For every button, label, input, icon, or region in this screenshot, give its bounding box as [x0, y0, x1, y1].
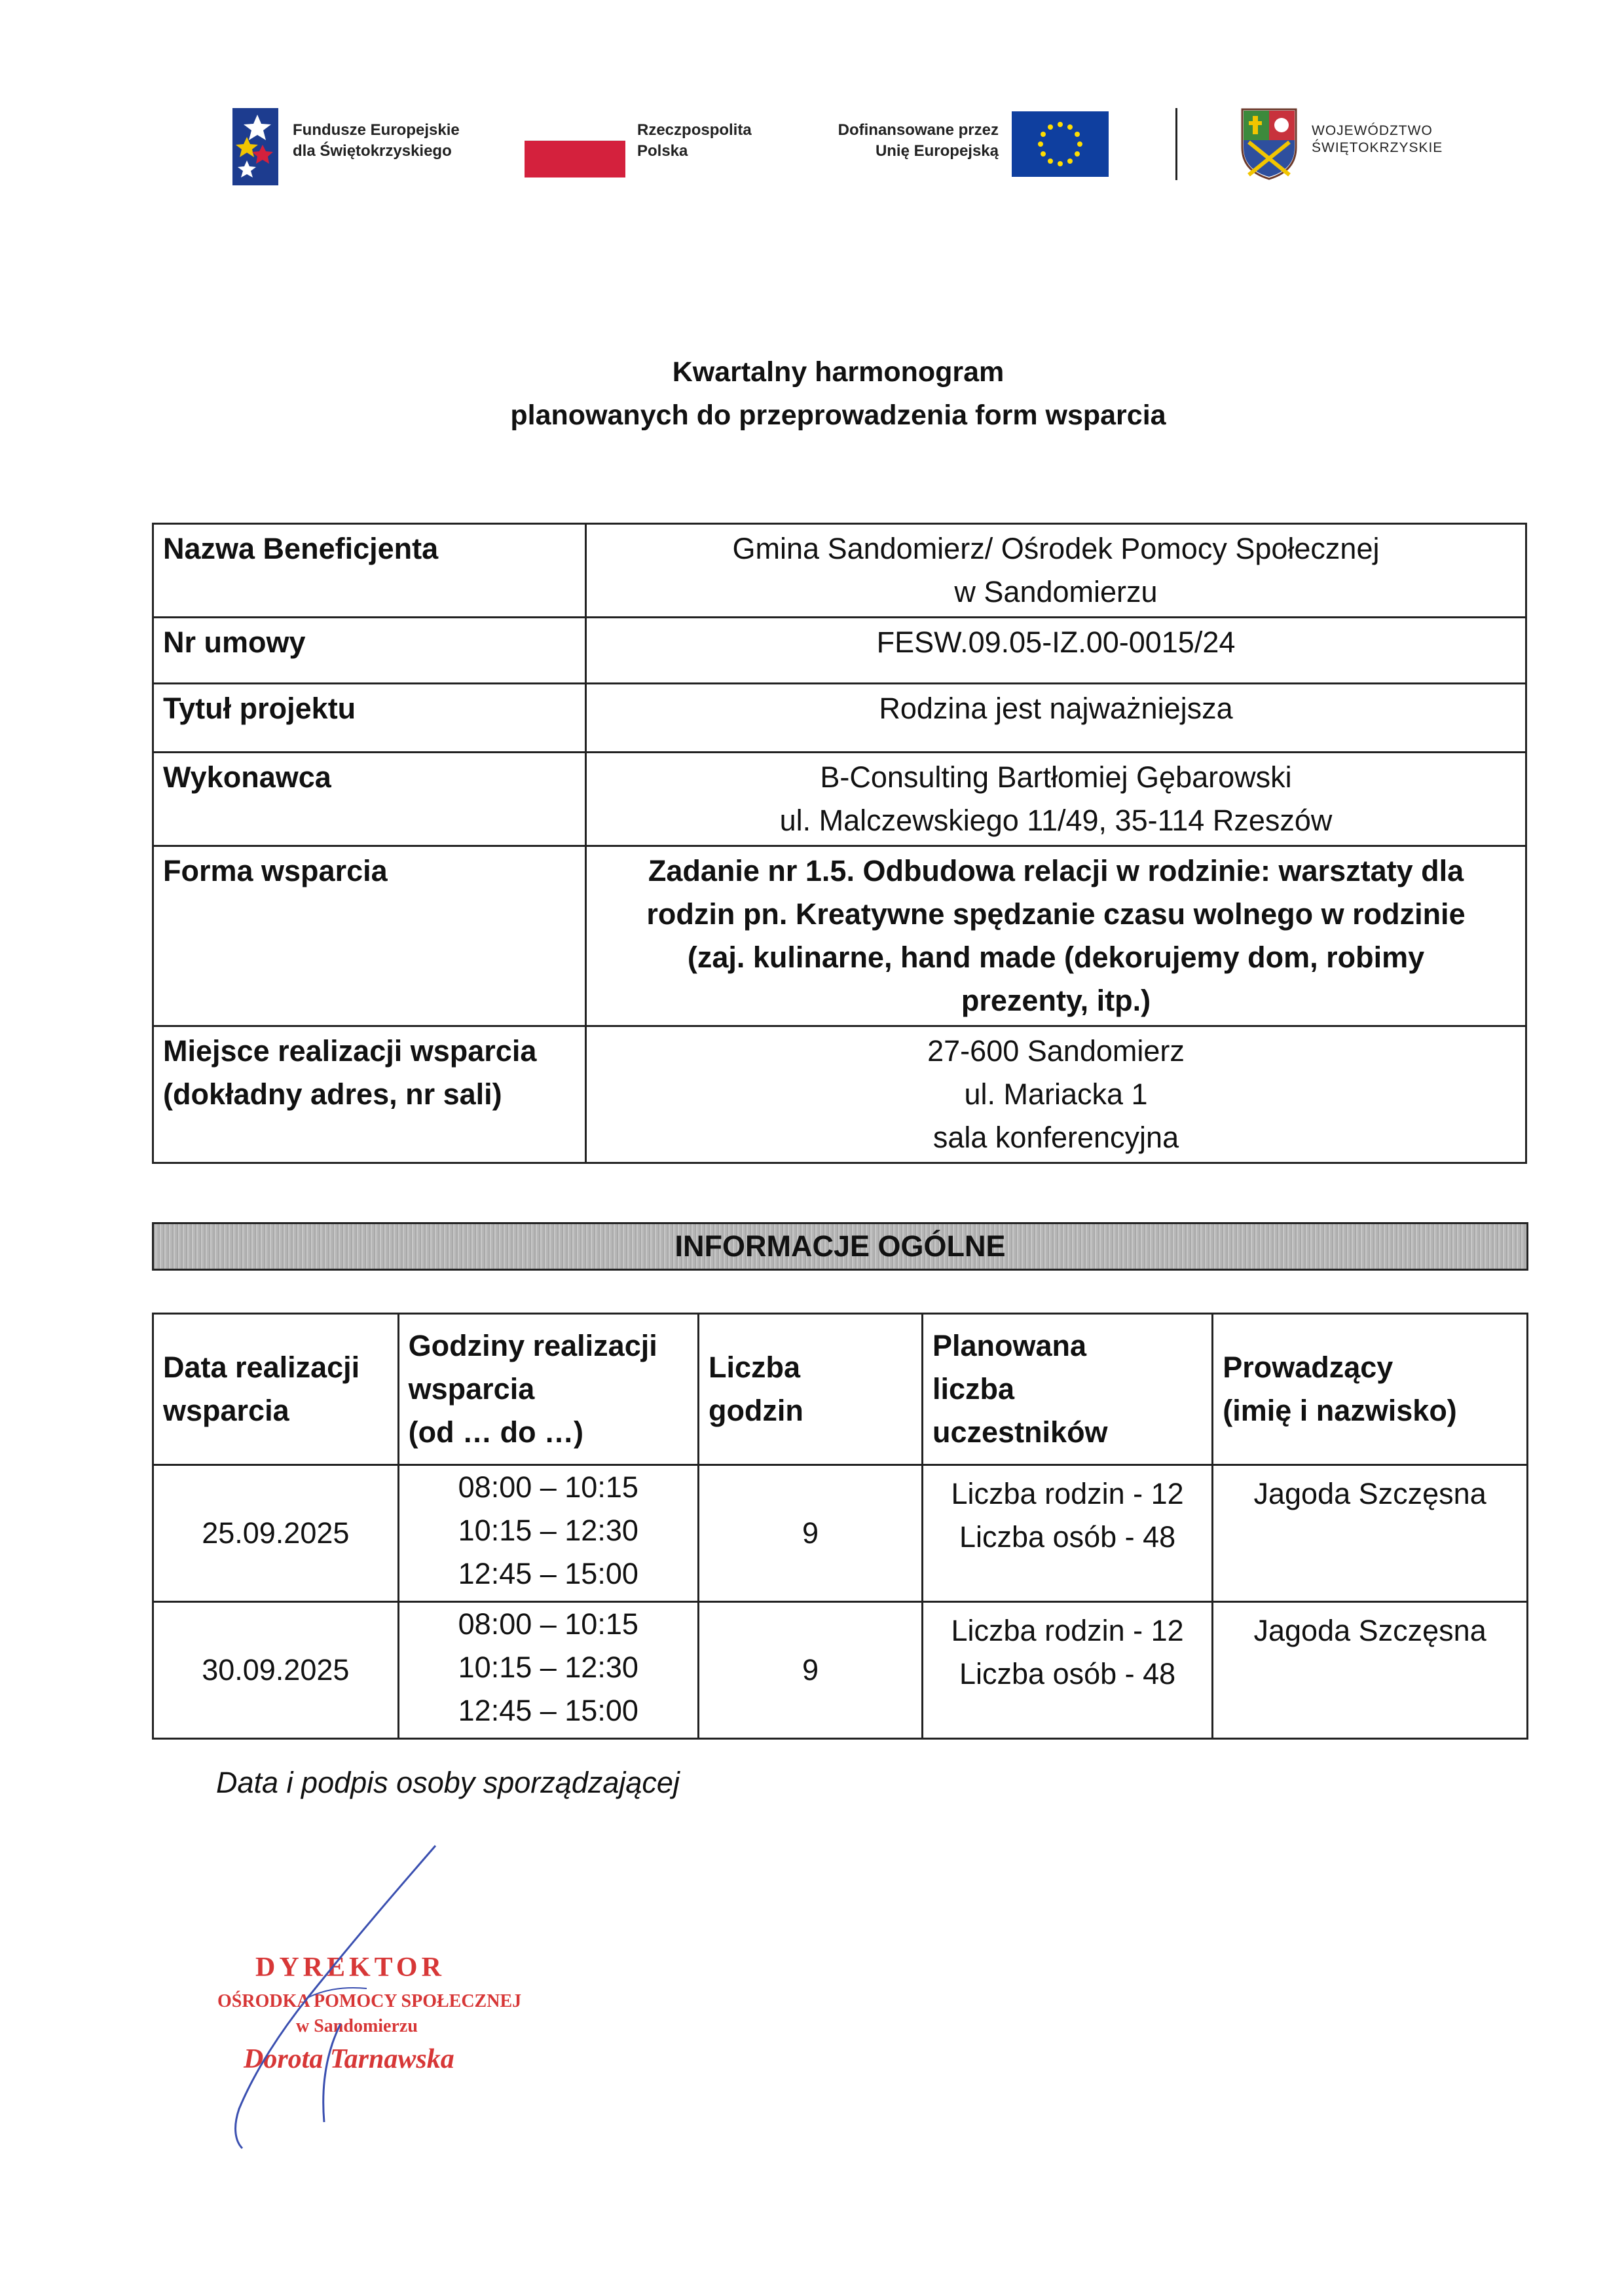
fundusze-europejskie-logo-icon [232, 108, 278, 185]
row-time: 12:45 – 15:00 [458, 1557, 638, 1590]
fe-logo-line2: dla Świętokrzyskiego [293, 142, 452, 160]
handwritten-signature-icon [210, 1834, 550, 2161]
pl-logo-line1: Rzeczpospolita [637, 121, 752, 139]
row-leader: Jagoda Szczęsna [1213, 1602, 1528, 1739]
beneficjent-value-line1: Gmina Sandomierz/ Ośrodek Pomocy Społecznej [732, 532, 1380, 565]
row-hours: 9 [698, 1602, 922, 1739]
header-uczestnicy-line2: liczba [932, 1372, 1015, 1406]
logo-separator [1175, 108, 1177, 180]
header-prowadzacy-line2: (imię i nazwisko) [1223, 1394, 1457, 1427]
title-line2: planowanych do przeprowadzenia form wsparcia [510, 400, 1166, 431]
tytul-value: Rodzina jest najważniejsza [586, 684, 1526, 753]
eu-logo-line2: Unię Europejską [875, 142, 999, 160]
row-time: 08:00 – 10:15 [458, 1607, 638, 1641]
header-data [153, 1314, 399, 1465]
row-time: 10:15 – 12:30 [458, 1651, 638, 1684]
header-uczestnicy-line1: Planowana [932, 1329, 1087, 1362]
row-wykonawca [153, 753, 1526, 846]
row-hours: 9 [698, 1465, 922, 1602]
tytul-label: Tytuł projektu [153, 684, 586, 753]
stamp-name: Dorota Tarnawska [244, 2044, 454, 2074]
row-persons: Liczba osób - 48 [959, 1657, 1176, 1690]
header-uczestnicy [923, 1314, 1213, 1465]
header-liczba-line1: Liczba [708, 1351, 800, 1384]
signature-label: Data i podpis osoby sporządzającej [216, 1766, 680, 1799]
forma-value-line1: Zadanie nr 1.5. Odbudowa relacji w rodzinie: warsztaty dla [648, 854, 1464, 887]
miejsce-value [586, 1026, 1526, 1163]
row-families: Liczba rodzin - 12 [951, 1614, 1184, 1647]
miejsce-value-line2: ul. Mariacka 1 [964, 1077, 1148, 1111]
header-godziny [398, 1314, 698, 1465]
row-forma [153, 846, 1526, 1026]
forma-value [586, 846, 1526, 1026]
pl-logo-line2: Polska [637, 142, 688, 160]
row-families: Liczba rodzin - 12 [951, 1477, 1184, 1510]
row-date: 30.09.2025 [153, 1602, 399, 1739]
row-times [398, 1465, 698, 1602]
forma-value-line4: prezenty, itp.) [961, 984, 1151, 1017]
schedule-table [152, 1313, 1528, 1740]
stamp-institution: OŚRODKA POMOCY SPOŁECZNEJ [217, 1991, 522, 2011]
beneficjent-label: Nazwa Beneficjenta [153, 524, 586, 618]
section-header: INFORMACJE OGÓLNE [152, 1222, 1528, 1271]
miejsce-label-line1: Miejsce realizacji wsparcia [163, 1034, 537, 1068]
table-row [153, 1602, 1528, 1739]
forma-value-line2: rodzin pn. Kreatywne spędzanie czasu wolnego w rodzinie [646, 897, 1466, 931]
row-times [398, 1602, 698, 1739]
umowa-value: FESW.09.05-IZ.00-0015/24 [586, 618, 1526, 684]
swietokrzyskie-crest-icon [1241, 108, 1297, 180]
document-title [327, 350, 1349, 437]
miejsce-value-line3: sala konferencyjna [932, 1121, 1179, 1154]
row-time: 12:45 – 15:00 [458, 1694, 638, 1727]
row-participants [923, 1602, 1213, 1739]
eu-flag-icon [1012, 111, 1109, 177]
header-prowadzacy [1213, 1314, 1528, 1465]
wykonawca-label: Wykonawca [153, 753, 586, 846]
umowa-label: Nr umowy [153, 618, 586, 684]
forma-value-line3: (zaj. kulinarne, hand made (dekorujemy dom, robimy [687, 941, 1425, 974]
header-liczba-godzin [698, 1314, 922, 1465]
stamp-title: DYREKTOR [255, 1952, 445, 1983]
beneficjent-value-line2: w Sandomierzu [954, 575, 1158, 608]
row-miejsce [153, 1026, 1526, 1163]
row-date: 25.09.2025 [153, 1465, 399, 1602]
row-umowa [153, 618, 1526, 684]
woj-logo-line2: ŚWIĘTOKRZYSKIE [1312, 140, 1443, 155]
woj-logo-line1: WOJEWÓDZTWO [1312, 123, 1433, 138]
polish-flag-icon [525, 141, 625, 177]
wykonawca-value-line1: B-Consulting Bartłomiej Gębarowski [820, 760, 1292, 794]
row-participants [923, 1465, 1213, 1602]
row-beneficjent [153, 524, 1526, 618]
header-liczba-line2: godzin [708, 1394, 803, 1427]
row-persons: Liczba osób - 48 [959, 1520, 1176, 1554]
forma-label: Forma wsparcia [153, 846, 586, 1026]
stamp-city: w Sandomierzu [296, 2016, 418, 2036]
row-time: 10:15 – 12:30 [458, 1514, 638, 1547]
header-uczestnicy-line3: uczestników [932, 1415, 1108, 1449]
schedule-header-row [153, 1314, 1528, 1465]
beneficjent-value [586, 524, 1526, 618]
miejsce-value-line1: 27-600 Sandomierz [927, 1034, 1185, 1068]
wykonawca-value-line2: ul. Malczewskiego 11/49, 35-114 Rzeszów [779, 804, 1333, 837]
title-line1: Kwartalny harmonogram [672, 356, 1005, 388]
fe-logo-line1: Fundusze Europejskie [293, 121, 460, 139]
miejsce-label [153, 1026, 586, 1163]
row-tytul [153, 684, 1526, 753]
header-data-line1: Data realizacji [163, 1351, 360, 1384]
header-godziny-line2: wsparcia [408, 1372, 535, 1406]
header-data-line2: wsparcia [163, 1394, 289, 1427]
row-time: 08:00 – 10:15 [458, 1470, 638, 1504]
header-godziny-line1: Godziny realizacji [408, 1329, 657, 1362]
eu-logo-line1: Dofinansowane przez [838, 121, 999, 139]
row-leader: Jagoda Szczęsna [1213, 1465, 1528, 1602]
logo-bar [232, 108, 1457, 187]
wykonawca-value [586, 753, 1526, 846]
miejsce-label-line2: (dokładny adres, nr sali) [163, 1077, 502, 1111]
project-info-table [152, 523, 1527, 1164]
table-row [153, 1465, 1528, 1602]
header-godziny-line3: (od … do …) [408, 1415, 584, 1449]
header-prowadzacy-line1: Prowadzący [1223, 1351, 1393, 1384]
